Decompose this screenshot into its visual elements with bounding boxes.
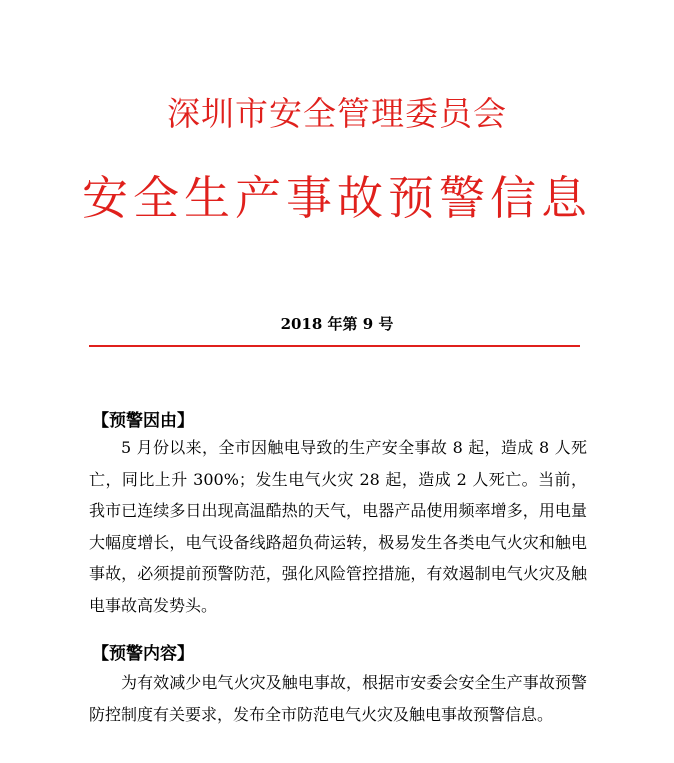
section-body-warning-content: 为有效减少电气火灾及触电事故，根据市安委会安全生产事故预警防控制度有关要求，发布全市防范电气火灾及触电事故预警信息。 — [89, 673, 587, 724]
issue-number: 2018 年第 9 号 — [280, 315, 394, 333]
issuing-organization: 深圳市安全管理委员会 — [167, 94, 507, 133]
red-divider-line — [89, 345, 580, 347]
section-heading-warning-content: 【预警内容】 — [92, 644, 194, 664]
section-heading-warning-reason: 【预警因由】 — [92, 411, 194, 431]
document-title: 安全生产事故预警信息 — [82, 171, 592, 225]
section-body-warning-reason: 5 月份以来，全市因触电导致的生产安全事故 8 起，造成 8 人死亡，同比上升 300%；发生电气火灾 28 起，造成 2 人死亡。当前，我市已连续多日出现高温酷热的天气，电器产品使用频率增多，用电量大幅度增长，电气设备线路超负荷运转，极易发生各类电气火灾和触电事故，必须提前预警防范，强化风险管控措施，有效遏制电气火灾及触电事故高发势头。 — [89, 438, 587, 615]
